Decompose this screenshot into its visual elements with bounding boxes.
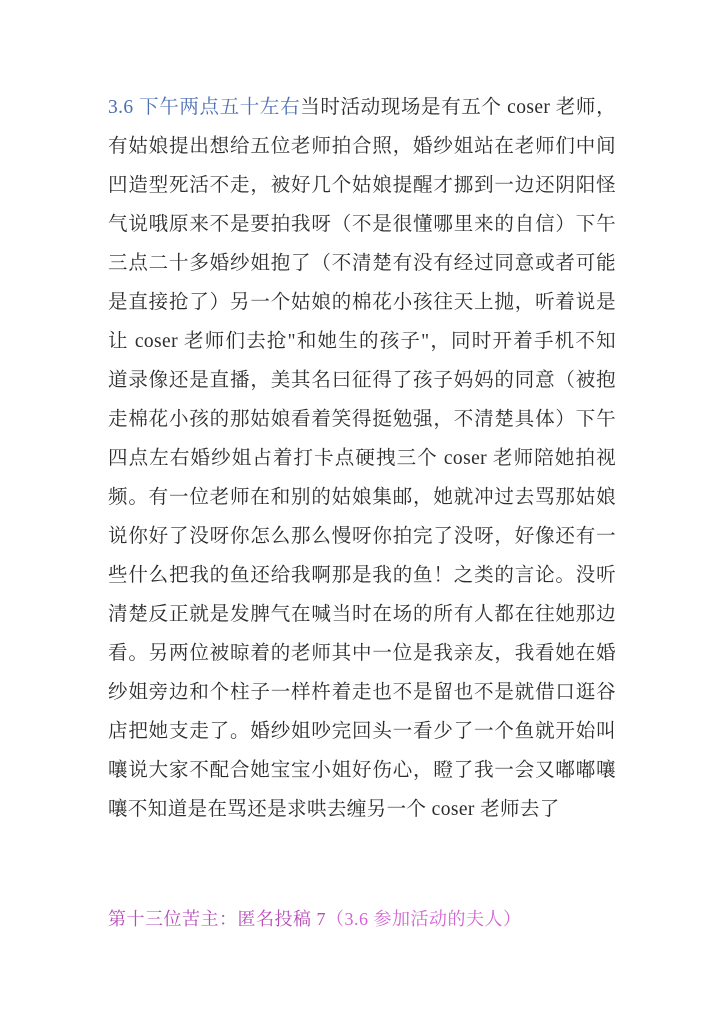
footer-attribution xyxy=(108,903,616,935)
footer-source: 匿名投稿 7 xyxy=(237,909,326,929)
paragraph-body-text: 当时活动现场是有五个 coser 老师，有姑娘提出想给五位老师拍合照，婚纱姐站在老师们中间凹造型死活不走，被好几个姑娘提醒才挪到一边还阴阳怪气说哦原来不是要拍我呀（不是很懂哪里来的自信）下午三点二十多婚纱姐抱了（不清楚有没有经过同意或者可能是直接抢了）另一个姑娘的棉花小孩往天上抛，听着说是让 coser 老师们去抢"和她生的孩子"，同时开着手机不知道录像还是直播，美其名曰征得了孩子妈妈的同意（被抱走棉花小孩的那姑娘看着笑得挺勉强，不清楚具体）下午四点左右婚纱姐占着打卡点硬拽三个 coser 老师陪她拍视频。有一位老师在和别的姑娘集邮，她就冲过去骂那姑娘说你好了没呀你怎么那么慢呀你拍完了没呀，好像还有一些什么把我的鱼还给我啊那是我的鱼！之类的言论。没听清楚反正就是发脾气在喊当时在场的所有人都在往她那边看。另两位被晾着的老师其中一位是我亲友，我看她在婚纱姐旁边和个柱子一样杵着走也不是留也不是就借口逛谷店把她支走了。婚纱姐吵完回头一看少了一个鱼就开始叫嚷说大家不配合她宝宝小姐好伤心，瞪了我一会又嘟嘟嚷嚷不知道是在骂还是求哄去缠另一个 coser 老师去了 xyxy=(108,97,616,820)
footer-note: （3.6 参加活动的夫人） xyxy=(326,909,522,929)
paragraph-highlight-prefix: 3.6 下午两点五十左右 xyxy=(108,97,301,118)
footer-label: 第十三位苦主： xyxy=(108,909,238,929)
main-paragraph xyxy=(108,88,616,829)
